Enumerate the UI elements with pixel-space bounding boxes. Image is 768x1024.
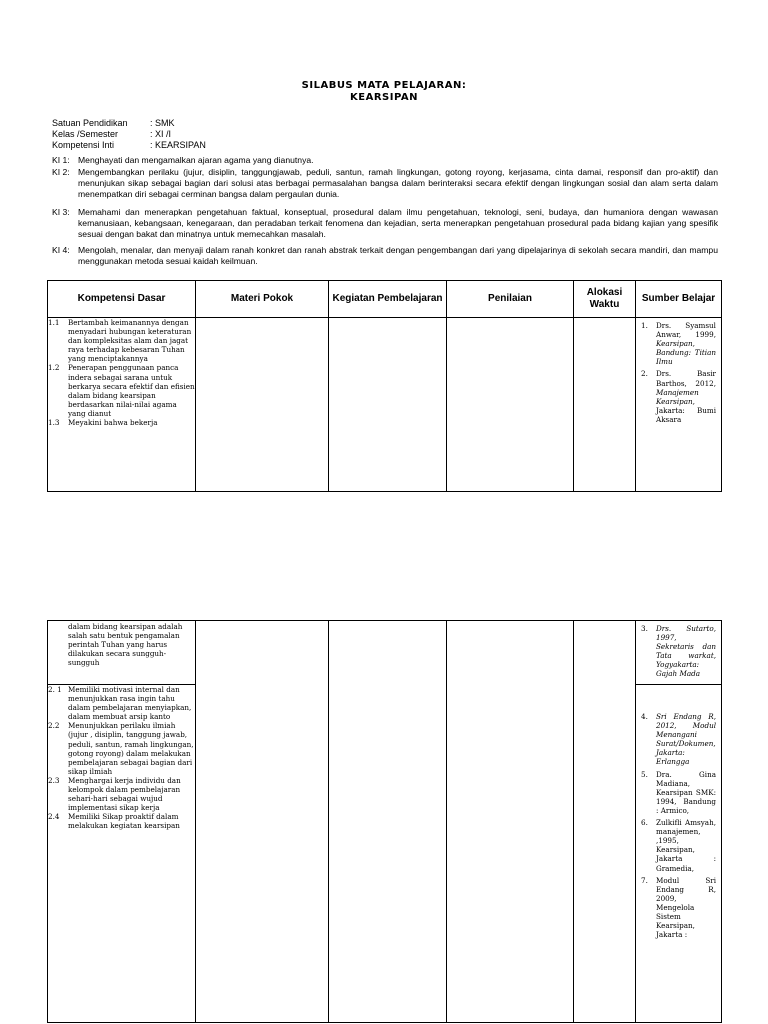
kompetensi-dasar-continuation-cell: dalam bidang kearsipan adalah salah satu bentuk pengamalan perintah Tuhan yang harus dilakukan secara sungguh-sungguh [48,621,196,685]
kegiatan-pembelajaran-cell [329,621,447,1023]
reference-item: 4. Sri Endang R, 2012, Modul Menangani Surat/Dokumen, Jakarta: Erlangga [641,712,716,767]
sumber-belajar-cell-3 [636,621,722,685]
materi-pokok-cell [196,318,329,492]
kd-item: 1.2 Penerapan penggunaan panca indera sebagai sarana untuk berkarya secara efektif dan efisien dalam bidang kearsipan berdasarkan nilai-nilai agama yang dianut [48,363,195,418]
kd-item: 2.3 Menghargai kerja individu dan kelompok dalam pembelajaran sehari-hari sebagai wujud implementasi sikap kerja [48,775,181,813]
alokasi-waktu-cell [574,318,636,492]
kd-item: 2.2 Menunjukkan perilaku ilmiah (jujur , disiplin, tanggung jawab, peduli, santun, ramah lingkungan, gotong royong) dalam melakukan pembelajaran sebagai bagian dari sikap ilmiah [48,721,194,776]
sumber-belajar-cell [636,685,722,1023]
kompetensi-dasar-cell [48,318,196,492]
identity-row: Kelas /Semester : XI /I [52,129,172,139]
materi-pokok-cell [196,621,329,1023]
ki-item: KI 2: Mengembangkan perilaku (jujur, disiplin, tanggungjawab, peduli, santun, ramah lingkungan, gotong royong, kerjasama, cinta damai, responsif dan pro-aktif) dan menunjukan sikap sebagai bagian dari solusi atas berbagai permasalahan bangsa dalam berinteraksi secara efektif dengan lingkungan sosial dan alam serta dalam menempatkan diri sebagai cerminan bangsa dalam pergaulan dunia. [52,167,718,199]
header-alokasi-waktu: Alokasi Waktu [574,281,636,318]
header-kegiatan-pembelajaran: Kegiatan Pembelajaran [329,281,447,318]
kompetensi-dasar-cell [48,685,196,1023]
reference-item: 7. Modul Sri Endang R, 2009, Mengelola Sistem Kearsipan, Jakarta : [641,875,716,940]
identity-block [52,118,206,151]
header-sumber-belajar: Sumber Belajar [636,281,722,318]
ki-item: KI 3: Memahami dan menerapkan pengetahuan faktual, konseptual, prosedural dalam ilmu pengetahuan, teknologi, seni, budaya, dan humaniora dengan wawasan kemanusiaan, kebangsaan, kenegaraan, dan peradaban terkait fenomena dan kejadian, serta menerapkan pengetahuan prosedural pada bidang kajian yang spesifik sesuai dengan bakat dan minatnya untuk memecahkan masalah. [52,207,718,239]
ki-item: KI 4: Mengolah, menalar, dan menyaji dalam ranah konkret dan ranah abstrak terkait dengan pengembangan dari yang dipelajarinya di sekolah secara mandiri, dan mampu menggunakan metoda sesuai kaidah keilmuan. [52,245,718,266]
header-penilaian: Penilaian [447,281,574,318]
title-line-1: SILABUS MATA PELAJARAN: [301,80,467,91]
kd-item: 2. 1 Memiliki motivasi internal dan menunjukkan rasa ingin tahu dalam pembelajaran menyiapkan, dalam membuat arsip kanto [48,685,192,722]
reference-item: 6. Zulkifli Amsyah, manajemen, ,1995, Kearsipan, Jakarta : Gramedia, [641,818,716,873]
kegiatan-pembelajaran-cell [329,318,447,492]
syllabus-table-page-2 [47,620,722,1023]
header-materi-pokok: Materi Pokok [196,281,329,318]
penilaian-cell [447,621,574,1023]
kd-item: 2.4 Memiliki Sikap proaktif dalam melakukan kegiatan kearsipan [48,812,180,831]
reference-item: 2. Drs. Basir Barthos, 2012, Manajemen Kearsipan, Jakarta: Bumi Aksara [641,369,716,424]
title-line-2: KEARSIPAN [350,92,418,103]
syllabus-table-page-1 [47,280,722,492]
penilaian-cell [447,318,574,492]
identity-row: Satuan Pendidikan : SMK [52,118,175,128]
ki-item: KI 1: Menghayati dan mengamalkan ajaran agama yang dianutnya. [52,155,314,165]
reference-item: 3. Drs. Sutarto, 1997, Sekretaris dan Tata warkat, Yogyakarta: Gajah Mada [641,624,716,679]
reference-item: 5. Dra. Gina Madiana, Kearsipan SMK: 1994, Bandung : Armico, [641,769,716,815]
reference-item: 1. Drs. Syamsul Anwar, 1999, Kearsipan, Bandung: Titian Ilmu [641,321,716,367]
alokasi-waktu-cell [574,621,636,1023]
sumber-belajar-cell [636,318,722,492]
identity-row: Kompetensi Inti : KEARSIPAN [52,140,206,150]
header-kompetensi-dasar: Kompetensi Dasar [48,281,196,318]
document-title [0,80,768,103]
kd-item: 1.1 Bertambah keimanannya dengan menyadari hubungan keteraturan dan kompleksitas alam dan jagat raya terhadap kebesaran Tuhan yang menciptakannya [48,318,192,364]
kd-item: 1.3 Meyakini bahwa bekerja [48,418,158,428]
